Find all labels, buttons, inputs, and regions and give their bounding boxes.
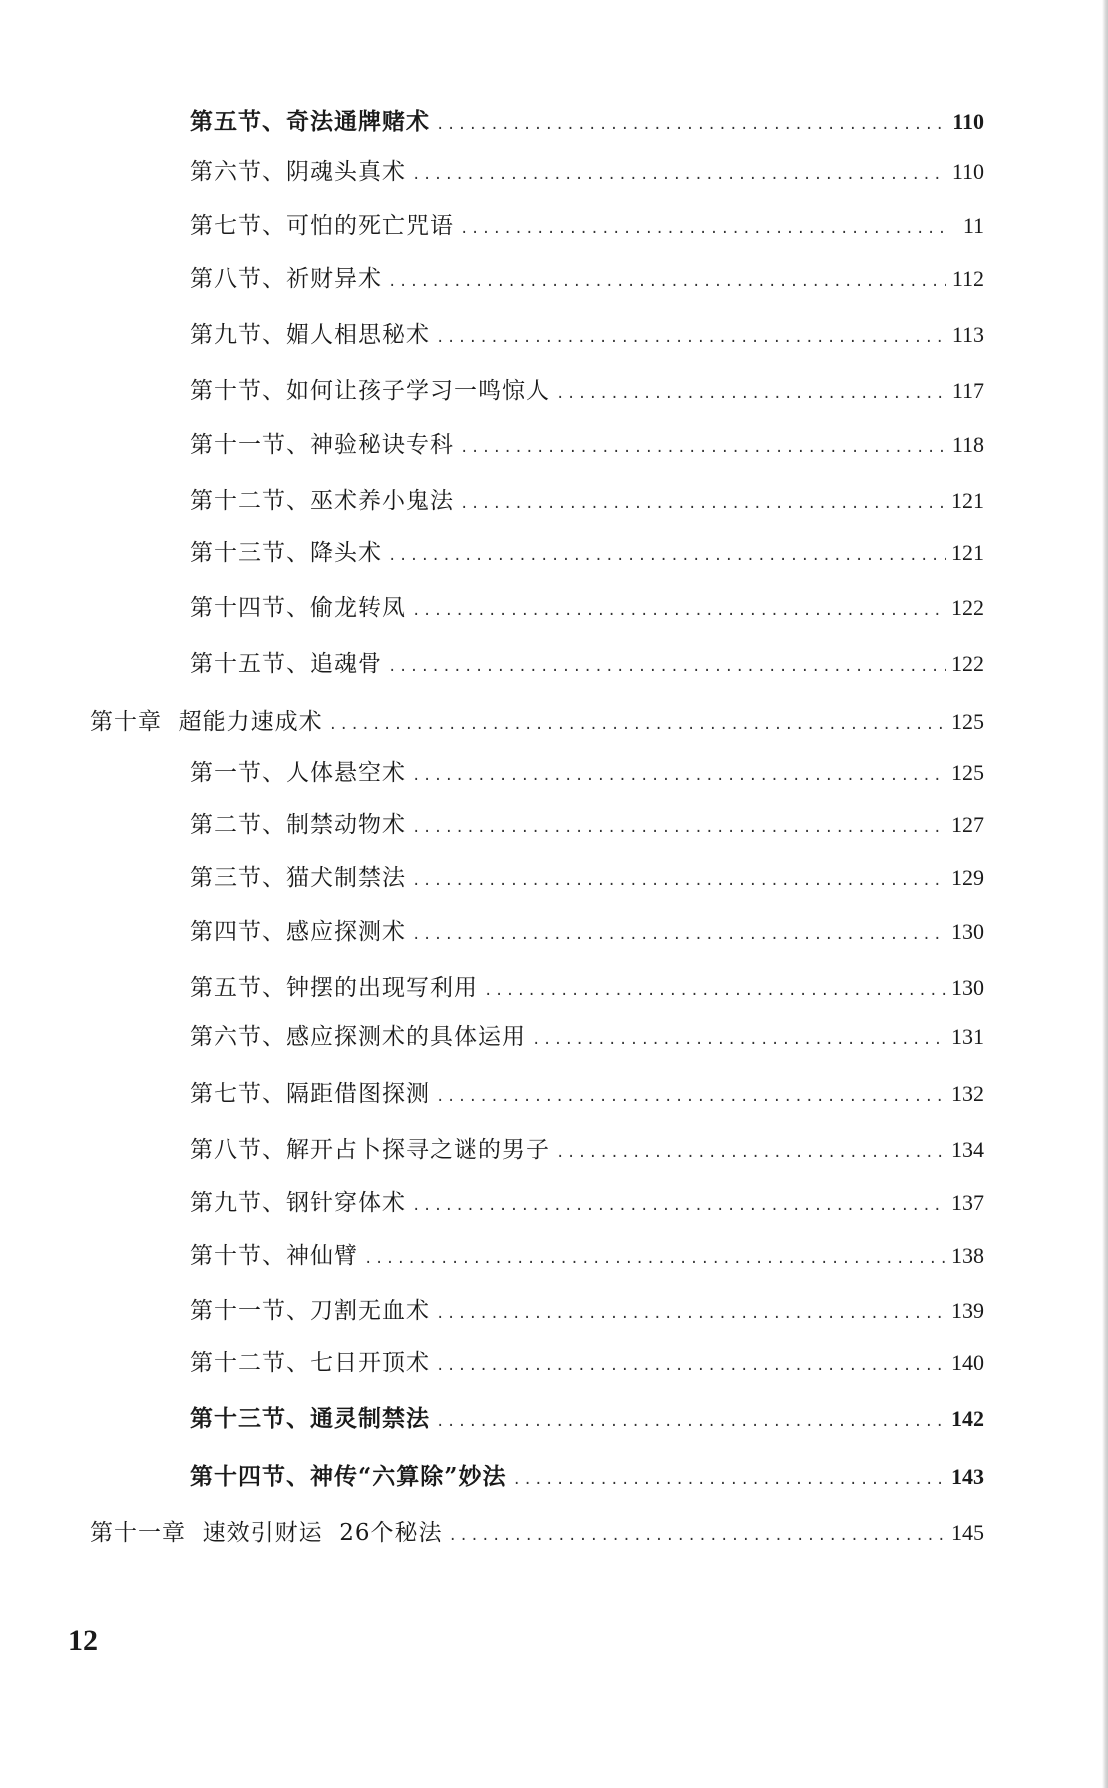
toc-entry-page: 121 xyxy=(951,540,984,565)
toc-entry[interactable] xyxy=(190,153,984,193)
dot-leader xyxy=(449,1528,946,1544)
dot-leader xyxy=(412,927,946,943)
dot-leader xyxy=(556,1145,946,1161)
toc-entry-page: 138 xyxy=(951,1243,984,1268)
toc-entry[interactable] xyxy=(190,103,984,143)
toc-entry[interactable] xyxy=(190,534,984,574)
toc-entry-page: 130 xyxy=(951,975,984,1000)
toc-entry[interactable] xyxy=(190,316,984,356)
toc-entry-title: 第十节、神仙臂 xyxy=(190,1243,358,1269)
dot-leader xyxy=(412,1198,946,1214)
dot-leader xyxy=(436,1089,946,1105)
dot-leader xyxy=(460,221,946,237)
toc-entry-page: 110 xyxy=(952,109,984,134)
toc-entry-title: 第十节、如何让孩子学习一鸣惊人 xyxy=(190,378,550,404)
toc-entry-page: 125 xyxy=(951,709,984,734)
toc-entry-page: 129 xyxy=(951,865,984,890)
toc-entry-page: 127 xyxy=(951,812,984,837)
toc-entry-title: 第八节、祈财异术 xyxy=(190,266,382,292)
toc-entry-page: 11 xyxy=(962,213,984,238)
toc-entry-title: 第七节、隔距借图探测 xyxy=(190,1081,430,1107)
toc-chapter[interactable] xyxy=(90,703,984,743)
toc-entry-page: 121 xyxy=(951,488,984,513)
toc-entry-page: 125 xyxy=(951,760,984,785)
dot-leader xyxy=(436,330,946,346)
toc-entry[interactable] xyxy=(190,1237,984,1277)
dot-leader xyxy=(329,717,946,733)
dot-leader xyxy=(364,1251,946,1267)
dot-leader xyxy=(412,820,946,836)
toc-entry-title: 第十四节、偷龙转凤 xyxy=(190,595,406,621)
toc-entry-title: 第五节、奇法通牌赌术 xyxy=(190,108,430,135)
toc-entry-page: 137 xyxy=(951,1190,984,1215)
toc-entry-title: 第九节、钢针穿体术 xyxy=(190,1190,406,1216)
toc-entry-page: 122 xyxy=(951,595,984,620)
toc-entry[interactable] xyxy=(190,645,984,685)
toc-entry[interactable] xyxy=(190,754,984,794)
toc-entry-title: 第十四节、神传“六算除”妙法 xyxy=(190,1463,507,1490)
dot-leader xyxy=(556,386,946,402)
toc-entry[interactable] xyxy=(190,1292,984,1332)
toc-entry-title: 第四节、感应探测术 xyxy=(190,919,406,945)
toc-entry[interactable] xyxy=(190,1400,984,1440)
toc-entry-page: 122 xyxy=(951,651,984,676)
toc-entry-page: 145 xyxy=(951,1520,984,1545)
toc-entry-title: 第八节、解开占卜探寻之谜的男子 xyxy=(190,1137,550,1163)
toc-entry[interactable] xyxy=(190,1018,984,1058)
toc-entry-page: 118 xyxy=(951,432,984,457)
toc-entry[interactable] xyxy=(190,372,984,412)
toc-entry-title: 第二节、制禁动物术 xyxy=(190,812,406,838)
dot-leader xyxy=(412,167,946,183)
page-number: 12 xyxy=(68,1624,98,1657)
toc-entry[interactable] xyxy=(190,1184,984,1224)
dot-leader xyxy=(436,117,946,133)
dot-leader xyxy=(460,440,946,456)
toc-entry[interactable] xyxy=(190,806,984,846)
toc-entry[interactable] xyxy=(190,1131,984,1171)
dot-leader xyxy=(484,983,946,999)
toc-entry-page: 143 xyxy=(951,1464,984,1489)
toc-entry-title: 第三节、猫犬制禁法 xyxy=(190,865,406,891)
toc-entry-title: 第十三节、通灵制禁法 xyxy=(190,1405,430,1432)
dot-leader xyxy=(512,1472,946,1488)
dot-leader xyxy=(388,274,946,290)
toc-entry-page: 134 xyxy=(951,1137,984,1162)
toc-entry-title: 第十二节、七日开顶术 xyxy=(190,1350,430,1376)
dot-leader xyxy=(412,603,946,619)
toc-entry-title: 第七节、可怕的死亡咒语 xyxy=(190,213,454,239)
toc-chapter-title: 第十一章 速效引财运 26个秘法 xyxy=(90,1520,443,1546)
toc-entry-page: 131 xyxy=(951,1024,984,1049)
dot-leader xyxy=(532,1032,946,1048)
toc-entry[interactable] xyxy=(190,207,984,247)
toc-entry-title: 第十一节、刀割无血术 xyxy=(190,1298,430,1324)
toc-entry-page: 139 xyxy=(951,1298,984,1323)
toc-entry-page: 110 xyxy=(951,159,984,184)
toc-entry-page: 142 xyxy=(951,1406,984,1431)
toc-entry[interactable] xyxy=(190,913,984,953)
toc-entry-page: 140 xyxy=(951,1350,984,1375)
toc-entry-title: 第一节、人体悬空术 xyxy=(190,760,406,786)
toc-entry[interactable] xyxy=(190,1344,984,1384)
toc-entry-page: 132 xyxy=(951,1081,984,1106)
dot-leader xyxy=(436,1306,946,1322)
toc-entry[interactable] xyxy=(190,1458,984,1498)
dot-leader xyxy=(388,548,946,564)
toc-entry-title: 第十三节、降头术 xyxy=(190,540,382,566)
toc-entry-page: 117 xyxy=(951,378,984,403)
toc-entry-title: 第六节、感应探测术的具体运用 xyxy=(190,1024,526,1050)
toc-entry[interactable] xyxy=(190,969,984,1009)
toc-entry[interactable] xyxy=(190,589,984,629)
toc-entry[interactable] xyxy=(190,426,984,466)
dot-leader xyxy=(436,1358,946,1374)
dot-leader xyxy=(412,768,946,784)
toc-entry-page: 113 xyxy=(951,322,984,347)
dot-leader xyxy=(388,659,946,675)
toc-entry-page: 130 xyxy=(951,919,984,944)
toc-entry[interactable] xyxy=(190,1075,984,1115)
toc-entry-page: 112 xyxy=(951,266,984,291)
dot-leader xyxy=(412,873,946,889)
toc-entry-title: 第六节、阴魂头真术 xyxy=(190,159,406,185)
toc-entry[interactable] xyxy=(190,260,984,300)
toc-entry-title: 第十五节、追魂骨 xyxy=(190,651,382,677)
toc-chapter-title: 第十章 超能力速成术 xyxy=(90,709,323,735)
toc-entry-title: 第五节、钟摆的出现写利用 xyxy=(190,975,478,1001)
dot-leader xyxy=(460,496,946,512)
dot-leader xyxy=(436,1414,946,1430)
toc-chapter[interactable] xyxy=(90,1514,984,1554)
toc-entry[interactable] xyxy=(190,482,984,522)
toc-entry-title: 第十一节、神验秘诀专科 xyxy=(190,432,454,458)
toc-entry-title: 第十二节、巫术养小鬼法 xyxy=(190,488,454,514)
toc-entry[interactable] xyxy=(190,859,984,899)
toc-entry-title: 第九节、媚人相思秘术 xyxy=(190,322,430,348)
